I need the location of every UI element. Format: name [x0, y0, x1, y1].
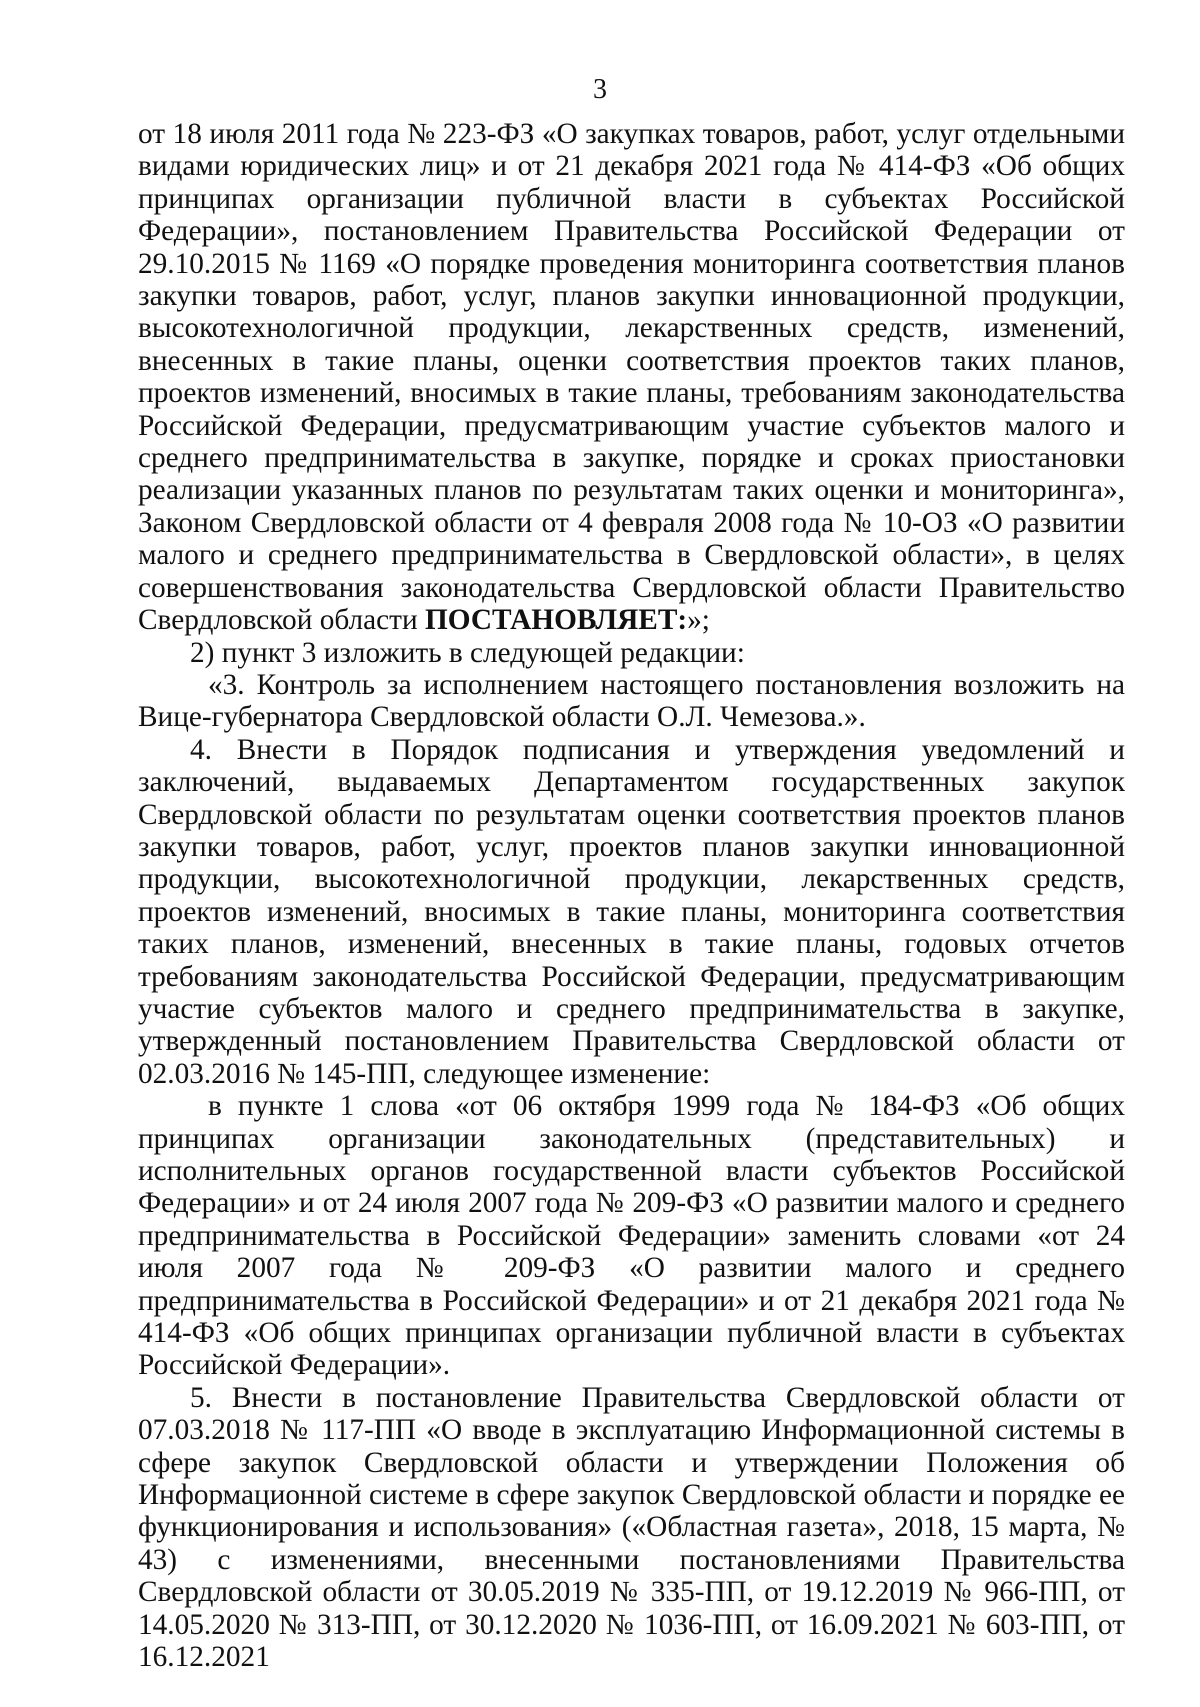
- paragraph-continuation: [138, 118, 1125, 637]
- quote-close: »;: [687, 604, 710, 637]
- resolution-keyword: ПОСТАНОВЛЯЕТ:: [424, 604, 688, 637]
- paragraph-item-2: 2) пункт 3 изложить в следующей редакции:: [190, 636, 745, 669]
- paragraph-item-5: 5. Внести в постановление Правительства Свердловской области от 07.03.2018 № 117-ПП «О вводе в эксплуатацию Информационной системы в сфере закупок Свердловской области и утверждении Положения об Информационной системе в сфере закупок Свердловской области и порядке ее функционирования и использования» («Областная газета», 2018, 15 марта, № 43) с изменениями, внесенными постановлениями Правительства Свердловской области от 30.05.2019 № 335-ПП, от 19.12.2019 № 966-ПП, от 14.05.2020 № 313-ПП, от 30.12.2020 № 1036-ПП, от 16.09.2021 № 603-ПП, от 16.12.2021: [138, 1381, 1125, 1674]
- paragraph-quoted-clause-3: «3. Контроль за исполнением настоящего постановления возложить на Вице-губернатора Свердловской области О.Л. Чемезова.».: [138, 668, 1125, 734]
- document-body: [138, 118, 1125, 1674]
- paragraph-item-4: 4. Внести в Порядок подписания и утверждения уведомлений и заключений, выдаваемых Департаментом государственных закупок Свердловской области по результатам оценки соответствия проектов планов закупки товаров, работ, услуг, проектов планов закупки инновационной продукции, высокотехнологичной продукции, лекарственных средств, проектов изменений, вносимых в такие планы, мониторинга соответствия таких планов, изменений, внесенных в такие планы, годовых отчетов требованиям законодательства Российской Федерации, предусматривающим участие субъектов малого и среднего предпринимательства в закупке, утвержденный постановлением Правительства Свердловской области от 02.03.2016 № 145-ПП, следующее изменение:: [138, 733, 1125, 1090]
- page-number: 3: [593, 74, 607, 105]
- paragraph-continuation-text: от 18 июля 2011 года № 223-ФЗ «О закупках товаров, работ, услуг отдельными видами юридических лиц» и от 21 декабря 2021 года № 414-ФЗ «Об общих принципах организации публичной власти в субъектах Российской Федерации», постановлением Правительства Российской Федерации от 29.10.2015 № 1169 «О порядке проведения мониторинга соответствия планов закупки товаров, работ, услуг, планов закупки инновационной продукции, высокотехнологичной продукции, лекарственных средств, изменений, внесенных в такие планы, оценки соответствия проектов таких планов, проектов изменений, вносимых в такие планы, требованиям законодательства Российской Федерации, предусматривающим участие субъектов малого и среднего предпринимательства в закупке, порядке и сроках приостановки реализации указанных планов по результатам таких оценки и мониторинга», Законом Свердловской области от 4 февраля 2008 года № 10-ОЗ «О развитии малого и среднего предпринимательства в Свердловской области», в целях совершенствования законодательства Свердловской области Правительство Свердловской области: [138, 118, 1125, 637]
- paragraph-amendment: в пункте 1 слова «от 06 октября 1999 года № 184-ФЗ «Об общих принципах организации законодательных (представительных) и исполнительных органов государственной власти субъектов Российской Федерации» и от 24 июля 2007 года № 209-ФЗ «О развитии малого и среднего предпринимательства в Российской Федерации» заменить словами «от 24 июля 2007 года № 209-ФЗ «О развитии малого и среднего предпринимательства в Российской Федерации» и от 21 декабря 2021 года № 414-ФЗ «Об общих принципах организации публичной власти в субъектах Российской Федерации».: [138, 1090, 1125, 1382]
